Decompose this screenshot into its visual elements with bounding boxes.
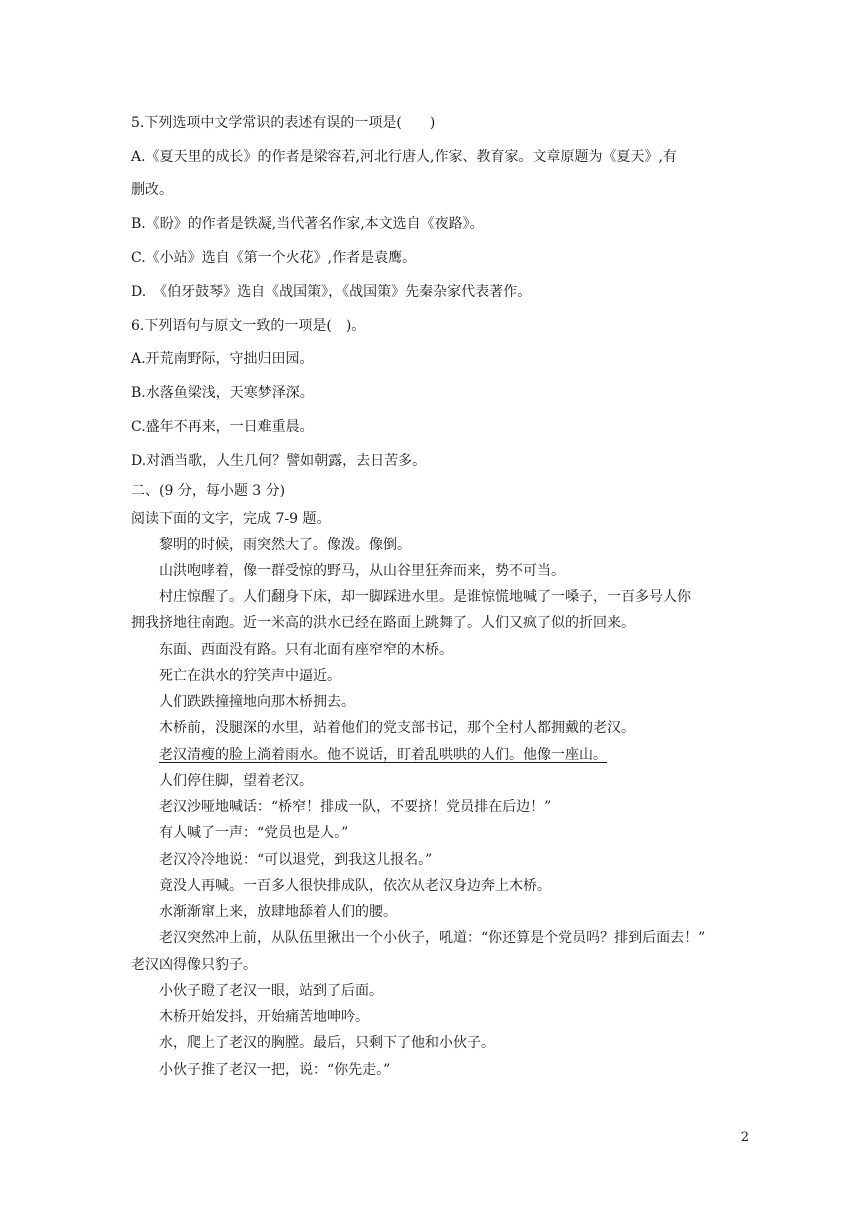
question-6-option-c: C.盛年不再来，一日难重晨。 <box>131 419 314 435</box>
passage-paragraph: 村庄惊醒了。人们翻身下床，却一脚踩进水里。是谁惊慌地喊了一嗓子，一百多号人你 <box>159 589 691 605</box>
passage-paragraph: 人们停住脚，望着老汉。 <box>159 773 313 789</box>
passage-paragraph: 黎明的时候，雨突然大了。像泼。像倒。 <box>159 537 411 553</box>
question-5-option-a-line1: A.《夏天里的成长》的作者是梁容若,河北行唐人,作家、教育家。文章原题为《夏天》,有 <box>131 149 677 165</box>
passage-paragraph-underlined <box>159 746 741 764</box>
passage-paragraph: 小伙子瞪了老汉一眼，站到了后面。 <box>159 983 383 999</box>
question-5-option-a-line2: 删改。 <box>131 182 173 198</box>
passage-paragraph: 有人喊了一声：“党员也是人。” <box>159 825 349 841</box>
passage-paragraph: 山洪咆哮着，像一群受惊的野马，从山谷里狂奔而来，势不可当。 <box>159 563 565 579</box>
question-6-option-b: B.水落鱼梁浅，天寒梦泽深。 <box>131 385 314 401</box>
passage-paragraph: 水，爬上了老汉的胸膛。最后，只剩下了他和小伙子。 <box>159 1035 495 1051</box>
passage-paragraph: 老汉突然冲上前，从队伍里揪出一个小伙子，吼道：“你还算是个党员吗？排到后面去！” <box>159 930 706 946</box>
passage-paragraph: 人们跌跌撞撞地向那木桥拥去。 <box>159 694 355 710</box>
passage-paragraph: 木桥开始发抖，开始痛苦地呻吟。 <box>159 1009 369 1025</box>
passage-paragraph-continuation: 老汉凶得像只豹子。 <box>131 957 257 973</box>
passage-paragraph: 老汉冷冷地说：“可以退党，到我这儿报名。” <box>159 852 433 868</box>
question-5-option-d: D. 《伯牙鼓琴》选自《战国策》，《战国策》先秦杂家代表著作。 <box>131 284 532 300</box>
question-5-option-c: C.《小站》选自《第一个火花》,作者是袁鹰。 <box>131 250 417 266</box>
passage-paragraph: 老汉沙哑地喊话：“桥窄！排成一队，不要挤！党员排在后边！” <box>159 799 552 815</box>
question-6-option-d: D.对酒当歌，人生几何？譬如朝露，去日苦多。 <box>131 453 427 469</box>
passage-paragraph-continuation: 拥我挤地往南跑。近一米高的洪水已经在路面上跳舞了。人们又疯了似的折回来。 <box>131 615 635 631</box>
question-6-stem: 6.下列语句与原文一致的一项是( )。 <box>131 318 366 334</box>
underlined-sentence: 老汉清瘦的脸上淌着雨水。他不说话，盯着乱哄哄的人们。他像一座山。 <box>159 747 607 763</box>
question-6-option-a: A.开荒南野际，守拙归田园。 <box>131 351 314 367</box>
section-2-instruction: 阅读下面的文字，完成 7-9 题。 <box>131 511 331 527</box>
passage-paragraph: 小伙子推了老汉一把，说：“你先走。” <box>159 1062 391 1078</box>
passage-paragraph: 东面、西面没有路。只有北面有座窄窄的木桥。 <box>159 642 453 658</box>
page-number: 2 <box>740 1130 749 1145</box>
section-2-heading: 二、(9 分，每小题 3 分) <box>131 483 286 499</box>
passage-paragraph: 竟没人再喊。一百多人很快排成队，依次从老汉身边奔上木桥。 <box>159 878 551 894</box>
passage-paragraph: 水渐渐窜上来，放肆地舔着人们的腰。 <box>159 904 397 920</box>
passage-paragraph: 木桥前，没腿深的水里，站着他们的党支部书记，那个全村人都拥戴的老汉。 <box>159 720 635 736</box>
passage-paragraph: 死亡在洪水的狞笑声中逼近。 <box>159 668 341 684</box>
question-5-stem: 5.下列选项中文学常识的表述有误的一项是( ) <box>131 115 436 131</box>
question-5-option-b: B.《盼》的作者是铁凝,当代著名作家,本文选自《夜路》。 <box>131 216 484 232</box>
